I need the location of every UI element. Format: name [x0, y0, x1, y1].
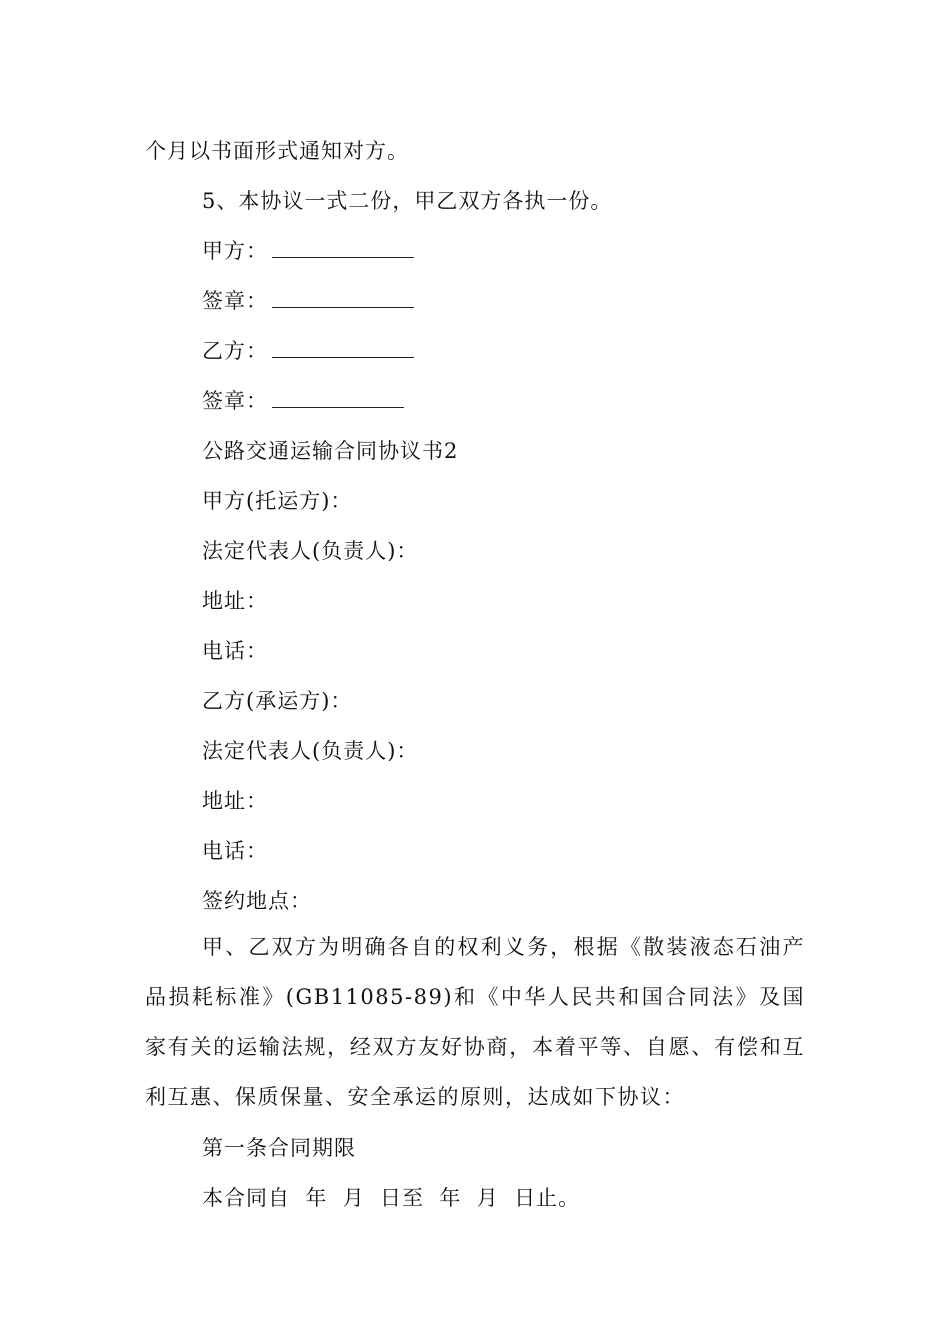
party-a-signature-line [202, 236, 414, 266]
party-b-signature-line [202, 336, 414, 366]
field-label: 签章： [202, 389, 268, 413]
article-title: 第一条合同期限 [202, 1136, 356, 1160]
text-line: 签约地点： [202, 889, 312, 913]
text-line: 电话： [202, 639, 268, 663]
article-text: 本合同自 年 月 日至 年 月 日止。 [202, 1186, 581, 1210]
text-line: 电话： [202, 839, 268, 863]
blank-underline [272, 387, 404, 408]
text-line: 甲方(托运方)： [202, 489, 353, 513]
blank-underline [272, 287, 414, 308]
field-label: 甲方： [202, 239, 268, 263]
body-paragraph: 甲、乙双方为明确各自的权利义务，根据《散装液态石油产品损耗标准》(GB11085-89)和《中华人民共和国合同法》及国家有关的运输法规，经双方友好协商，本着平等、自愿、有偿和互利互惠、保质保量、安全承运的原则，达成如下协议： [145, 935, 805, 1109]
blank-underline [272, 337, 414, 358]
field-label: 乙方： [202, 339, 268, 363]
text-line: 地址： [202, 789, 268, 813]
text-line: 法定代表人(负责人)： [202, 539, 419, 563]
text-line: 5、本协议一式二份，甲乙双方各执一份。 [202, 189, 613, 213]
text-line: 地址： [202, 589, 268, 613]
blank-underline [272, 237, 414, 258]
text-line: 乙方(承运方)： [202, 689, 353, 713]
party-b-seal-line [202, 386, 404, 416]
party-a-seal-line [202, 286, 414, 316]
text-line: 法定代表人(负责人)： [202, 739, 419, 763]
text-line: 个月以书面形式通知对方。 [145, 139, 409, 163]
document-title: 公路交通运输合同协议书2 [202, 439, 459, 463]
field-label: 签章： [202, 289, 268, 313]
